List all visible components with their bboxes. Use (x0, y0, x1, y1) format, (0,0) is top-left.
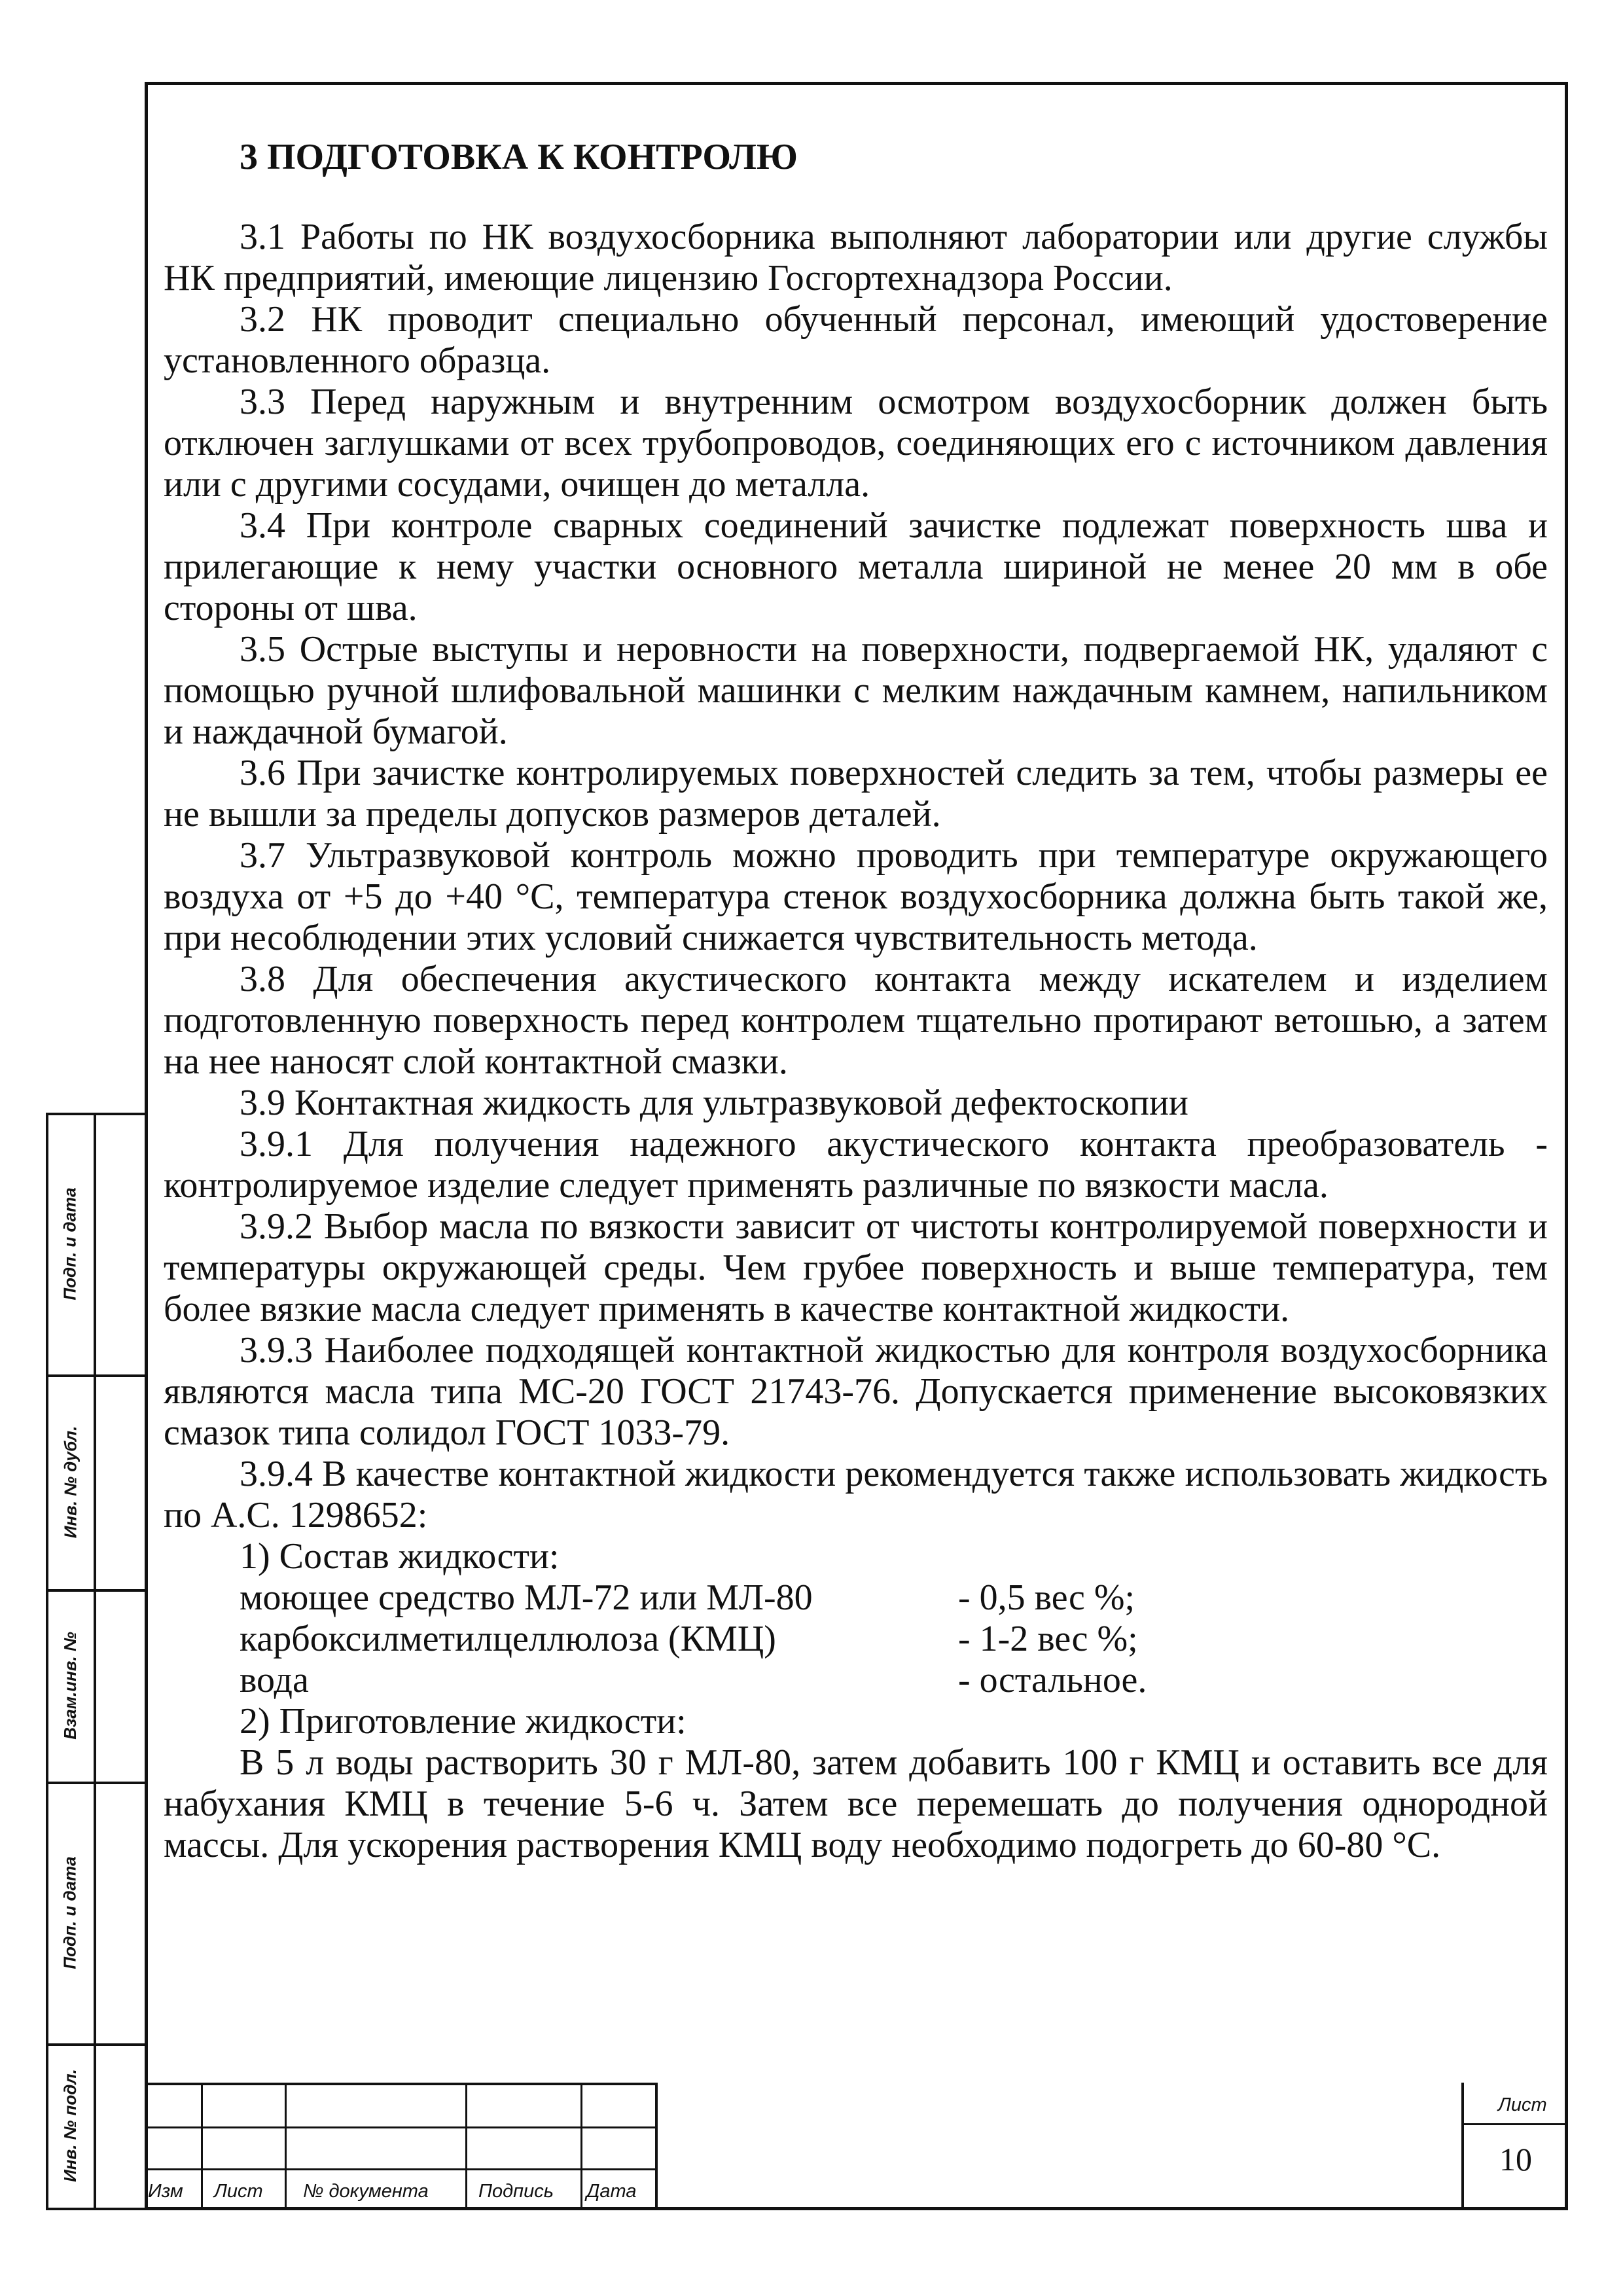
paragraph-3-9-4: 3.9.4 В качестве контактной жидкости рекомендуется также использовать жидкость по А.С. 1298652: (164, 1454, 1548, 1535)
stamp-cell (46, 2043, 95, 2208)
section-heading: 3 ПОДГОТОВКА К КОНТРОЛЮ (240, 137, 798, 177)
document-body (164, 134, 1548, 1866)
column-label-doc-number: № документа (303, 2181, 429, 2202)
component-amount: - остальное. (958, 1660, 1147, 1700)
paragraph-3-8: 3.8 Для обеспечения акустического контакта между искателем и изделием подготовленную поверхность перед контролем тщательно протирают ветошью, а затем на нее наносят слой контактной смазки. (164, 959, 1548, 1082)
component-name: карбоксилметилцеллюлоза (КМЦ) (240, 1619, 776, 1659)
paragraph-3-9: 3.9 Контактная жидкость для ультразвуковой дефектоскопии (240, 1083, 1188, 1123)
paragraph-3-6: 3.6 При зачистке контролируемых поверхностей следить за тем, чтобы размеры ее не вышли за пределы допусков размеров деталей. (164, 753, 1548, 834)
title-block-divider (201, 2083, 203, 2210)
stamp-cell (46, 1589, 95, 1782)
paragraph-3-5: 3.5 Острые выступы и неровности на поверхности, подвергаемой НК, удаляют с помощью ручной шлифовальной машинки с мелким наждачным камнем, напильником и наждачной бумагой. (164, 629, 1548, 752)
side-stamp (46, 1113, 145, 2210)
paragraph-3-2: 3.2 НК проводит специально обученный персонал, имеющий удостоверение установленного образца. (164, 299, 1548, 381)
column-label-izm: Изм (148, 2181, 183, 2202)
title-block-divider (1461, 2083, 1464, 2210)
title-block-divider (285, 2083, 287, 2210)
paragraph-3-1: 3.1 Работы по НК воздухосборника выполняют лаборатории или другие службы НК предприятий, имеющие лицензию Госгортехнадзора России. (164, 217, 1548, 298)
composition-list (240, 1577, 1548, 1701)
stamp-label-inv-dubl: Инв. № дубл. (60, 1426, 80, 1538)
column-label-date: Дата (586, 2181, 637, 2202)
stamp-cell (46, 1782, 95, 2043)
stamp-cell (46, 1113, 95, 1374)
stamp-label-inv-podl: Инв. № подл. (60, 2069, 80, 2182)
title-block-divider (580, 2083, 582, 2210)
component-name: моющее средство МЛ-72 или МЛ-80 (240, 1577, 813, 1618)
component-amount: - 1-2 вес %; (958, 1619, 1138, 1659)
title-block (145, 2083, 1568, 2210)
composition-row (240, 1619, 1548, 1660)
paragraph-3-9-2: 3.9.2 Выбор масла по вязкости зависит от чистоты контролируемой поверхности и температуры окружающей среды. Чем грубее поверхность и выше температура, тем более вязкие масла следует применять в качестве контактной жидкости. (164, 1206, 1548, 1329)
sheet-number: 10 (1499, 2141, 1532, 2178)
paragraph-3-9-3: 3.9.3 Наиболее подходящей контактной жидкостью для контроля воздухосборника являются масла типа МС-20 ГОСТ 21743-76. Допускается применение высоковязких смазок типа солидол ГОСТ 1033-79. (164, 1330, 1548, 1453)
preparation-text: В 5 л воды растворить 30 г МЛ-80, затем добавить 100 г КМЦ и оставить все для набухания КМЦ в течение 5-6 ч. Затем все перемешать до получения однородной массы. Для ускорения растворения КМЦ воду необходимо подогреть до 60-80 °С. (164, 1742, 1548, 1865)
stamp-divider (46, 2208, 145, 2210)
paragraph-3-9-1: 3.9.1 Для получения надежного акустического контакта преобразователь - контролируемое изделие следует применять различные по вязкости масла. (164, 1124, 1548, 1206)
title-block-divider (655, 2083, 658, 2210)
sheet-label: Лист (1498, 2094, 1547, 2115)
component-amount: - 0,5 вес %; (958, 1577, 1135, 1618)
title-block-divider (465, 2083, 467, 2210)
paragraph-3-4: 3.4 При контроле сварных соединений зачистке подлежат поверхность шва и прилегающие к нему участки основного металла шириной не менее 20 мм в обе стороны от шва. (164, 505, 1548, 628)
stamp-cell (46, 1374, 95, 1589)
paragraph-3-3: 3.3 Перед наружным и внутренним осмотром воздухосборник должен быть отключен заглушками от всех трубопроводов, соединяющих его с источником давления или с другими сосудами, очищен до металла. (164, 382, 1548, 505)
column-label-list: Лист (214, 2181, 263, 2202)
composition-row (240, 1577, 1548, 1619)
stamp-label-podp-data-2: Подп. и дата (60, 1856, 80, 1969)
stamp-label-podp-data: Подп. и дата (60, 1187, 80, 1300)
title-block-divider (1461, 2123, 1568, 2125)
composition-title: 1) Состав жидкости: (240, 1536, 560, 1577)
column-label-signature: Подпись (478, 2181, 554, 2202)
paragraph-3-7: 3.7 Ультразвуковой контроль можно проводить при температуре окружающего воздуха от +5 до +40 °С, температура стенок воздухосборника должна быть такой же, при несоблюдении этих условий снижается чувствительность метода. (164, 835, 1548, 958)
stamp-label-vzam-inv: Взам.инв. № (60, 1631, 80, 1740)
composition-row (240, 1660, 1548, 1701)
preparation-title: 2) Приготовление жидкости: (240, 1701, 687, 1742)
component-name: вода (240, 1660, 309, 1700)
